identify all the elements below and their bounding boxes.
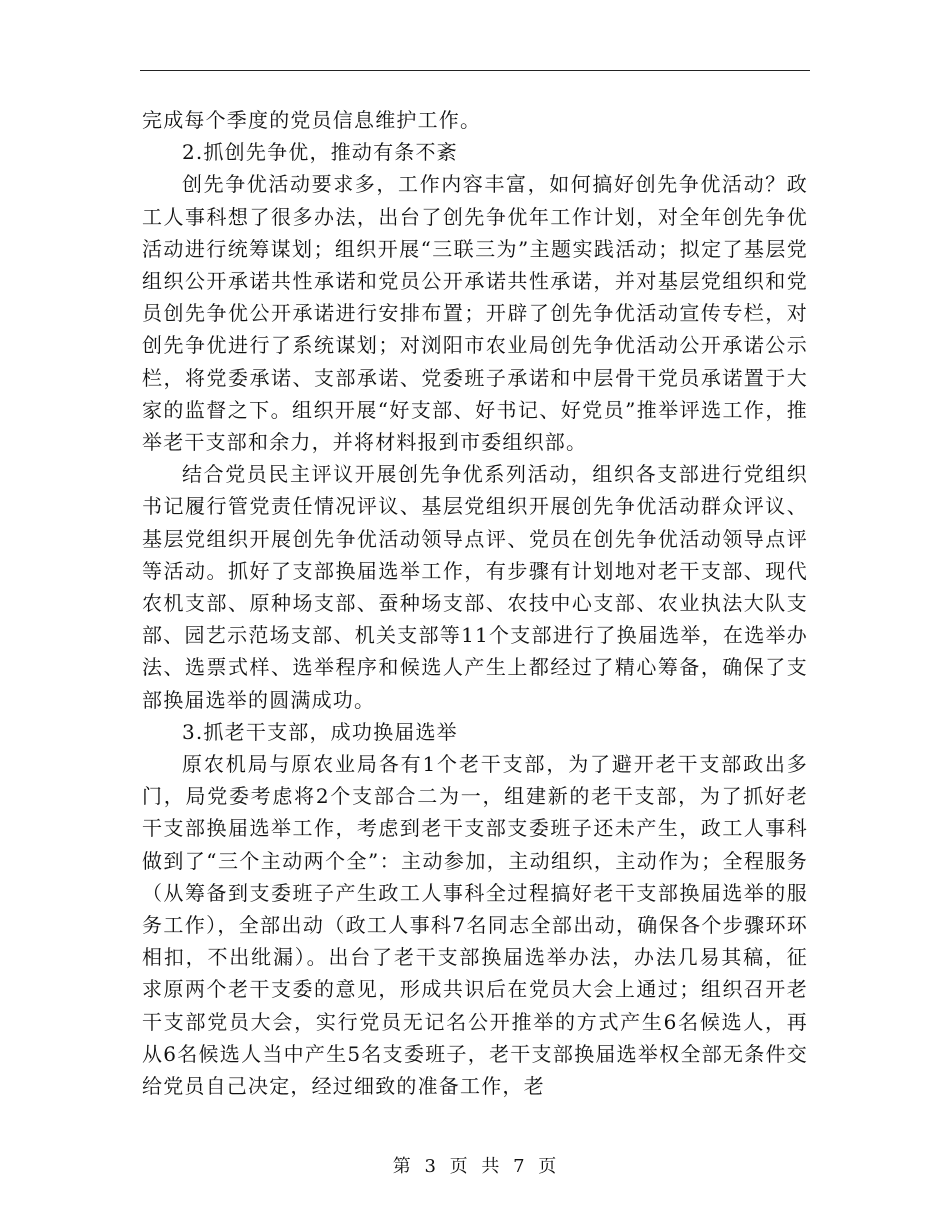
paragraph: 原农机局与原农业局各有1个老干支部，为了避开老干支部政出多门，局党委考虑将2个支部合二为一，组建新的老干支部，为了抓好老干支部换届选举工作，考虑到老干支部支委班子还未产生，政工人事科做到了“三个主动两个全”：主动参加，主动组织，主动作为；全程服务（从筹备到支委班子产生政工人事科全过程搞好老干支部换届选举的服务工作），全部出动（政工人事科7名同志全部出动，确保各个步骤环环相扣，不出纰漏）。出台了老干支部换届选举办法，办法几易其稿，征求原两个老干支委的意见，形成共识后在党员大会上通过；组织召开老干支部党员大会，实行党员无记名公开推举的方式产生6名候选人，再从6名候选人当中产生5名支委班子，老干支部换届选举权全部无条件交给党员自己决定，经过细致的准备工作，老 (142, 752, 808, 1099)
body-text (142, 104, 808, 1102)
page-number-footer: 第 3 页 共 7 页 (392, 1156, 558, 1177)
paragraph-continuation: 完成每个季度的党员信息维护工作。 (142, 108, 482, 132)
paragraph: 结合党员民主评议开展创先争优系列活动，组织各支部进行党组织书记履行管党责任情况评议、基层党组织开展创先争优活动群众评议、基层党组织开展创先争优活动领导点评、党员在创先争优活动领导点评等活动。抓好了支部换届选举工作，有步骤有计划地对老干支部、现代农机支部、原种场支部、蚕种场支部、农技中心支部、农业执法大队支部、园艺示范场支部、机关支部等11个支部进行了换届选举，在选举办法、选票式样、选举程序和候选人产生上都经过了精心筹备，确保了支部换届选举的圆满成功。 (142, 462, 808, 712)
section-heading-2: 2.抓创先争优，推动有条不紊 (182, 140, 458, 165)
section-heading-3: 3.抓老干支部，成功换届选举 (182, 719, 458, 744)
paragraph: 创先争优活动要求多，工作内容丰富，如何搞好创先争优活动？政工人事科想了很多办法，出台了创先争优年工作计划，对全年创先争优活动进行统筹谋划；组织开展“三联三为”主题实践活动；拟定了基层党组织公开承诺共性承诺和党员公开承诺共性承诺，并对基层党组织和党员创先争优公开承诺进行安排布置；开辟了创先争优活动宣传专栏，对创先争优进行了系统谋划；对浏阳市农业局创先争优活动公开承诺公示栏，将党委承诺、支部承诺、党委班子承诺和中层骨干党员承诺置于大家的监督之下。组织开展“好支部、好书记、好党员”推举评选工作，推举老干支部和余力，并将材料报到市委组织部。 (142, 172, 808, 455)
header-rule (140, 70, 810, 71)
